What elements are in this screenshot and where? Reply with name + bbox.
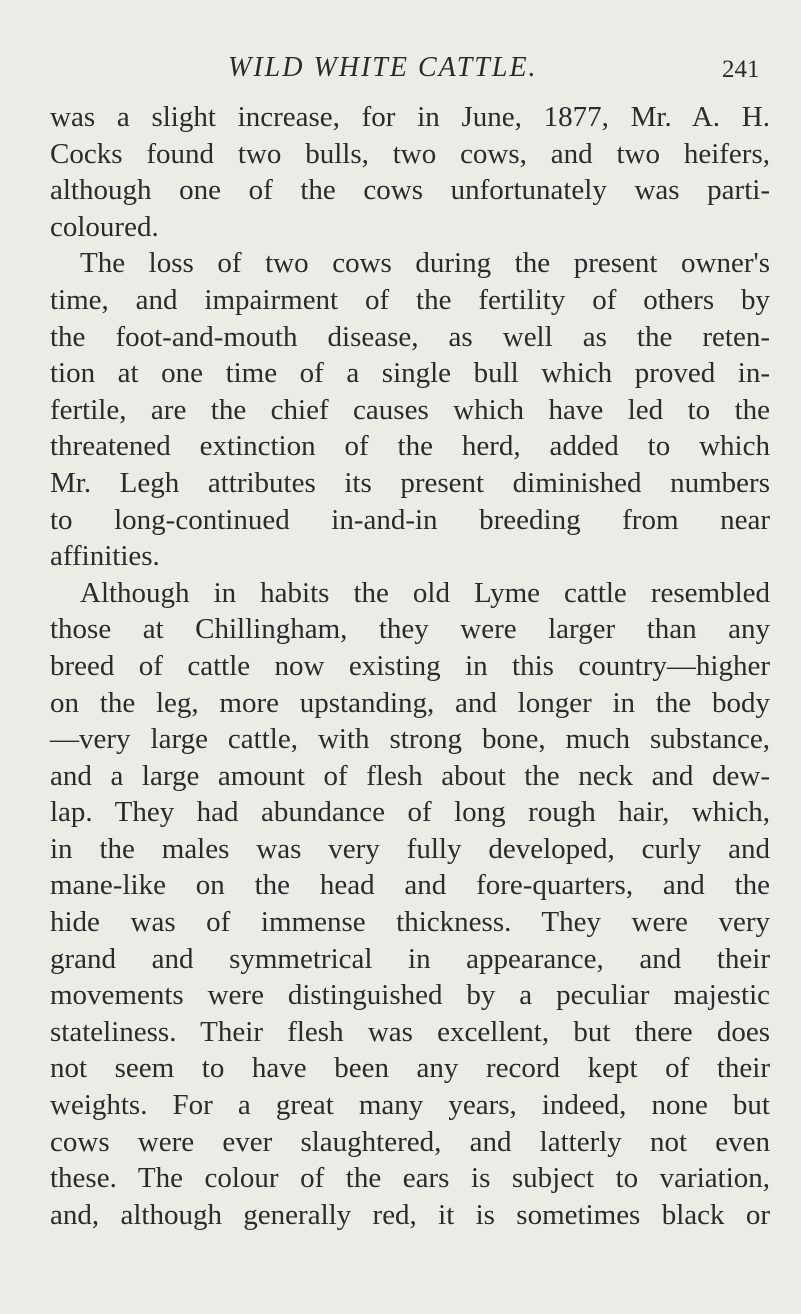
text-line: although one of the cows unfortunately was parti- [50,174,770,207]
text-line: stateliness. Their flesh was excellent, but there does [50,1015,770,1048]
text-line: weights. For a great many years, indeed, none but [50,1089,770,1122]
text-line: not seem to have been any record kept of their [50,1052,770,1085]
running-head [0,52,801,92]
running-title: WILD WHITE CATTLE. [228,52,538,83]
text-line: in the males was very fully developed, curly and [50,832,770,865]
text-line: Mr. Legh attributes its present diminished numbers [50,466,770,499]
text-line: coloured. [50,210,159,243]
text-line: movements were distinguished by a peculiar majestic [50,979,770,1012]
text-line: hide was of immense thickness. They were very [50,906,770,939]
text-line: —very large cattle, with strong bone, much substance, [50,723,770,756]
text-line: and, although generally red, it is sometimes black or [50,1198,770,1231]
text-line: fertile, are the chief causes which have led to the [50,393,770,426]
text-line: cows were ever slaughtered, and latterly not even [50,1125,770,1158]
text-line: threatened extinction of the herd, added to which [50,430,770,463]
text-line: on the leg, more upstanding, and longer in the body [50,686,770,719]
text-line: lap. They had abundance of long rough hair, which, [50,796,770,829]
text-line: mane-like on the head and fore-quarters, and the [50,869,770,902]
text-line: and a large amount of flesh about the neck and dew- [50,759,770,792]
text-line: Cocks found two bulls, two cows, and two heifers, [50,137,770,170]
text-line: was a slight increase, for in June, 1877, Mr. A. H. [50,101,770,133]
text-line: tion at one time of a single bull which proved in- [50,357,770,390]
page-number: 241 [722,56,760,83]
text-line: Although in habits the old Lyme cattle resembled [80,576,770,609]
text-line: those at Chillingham, they were larger than any [50,613,770,646]
text-line: grand and symmetrical in appearance, and their [50,942,770,975]
text-line: to long-continued in-and-in breeding from near [50,503,770,536]
text-line: time, and impairment of the fertility of others by [50,283,770,316]
text-line: the foot-and-mouth disease, as well as the reten- [50,320,770,353]
text-line: these. The colour of the ears is subject to variation, [50,1162,770,1195]
body-text [50,99,770,1233]
text-line: affinities. [50,540,160,573]
text-line: breed of cattle now existing in this country—higher [50,649,770,682]
text-line: The loss of two cows during the present owner's [80,247,770,280]
